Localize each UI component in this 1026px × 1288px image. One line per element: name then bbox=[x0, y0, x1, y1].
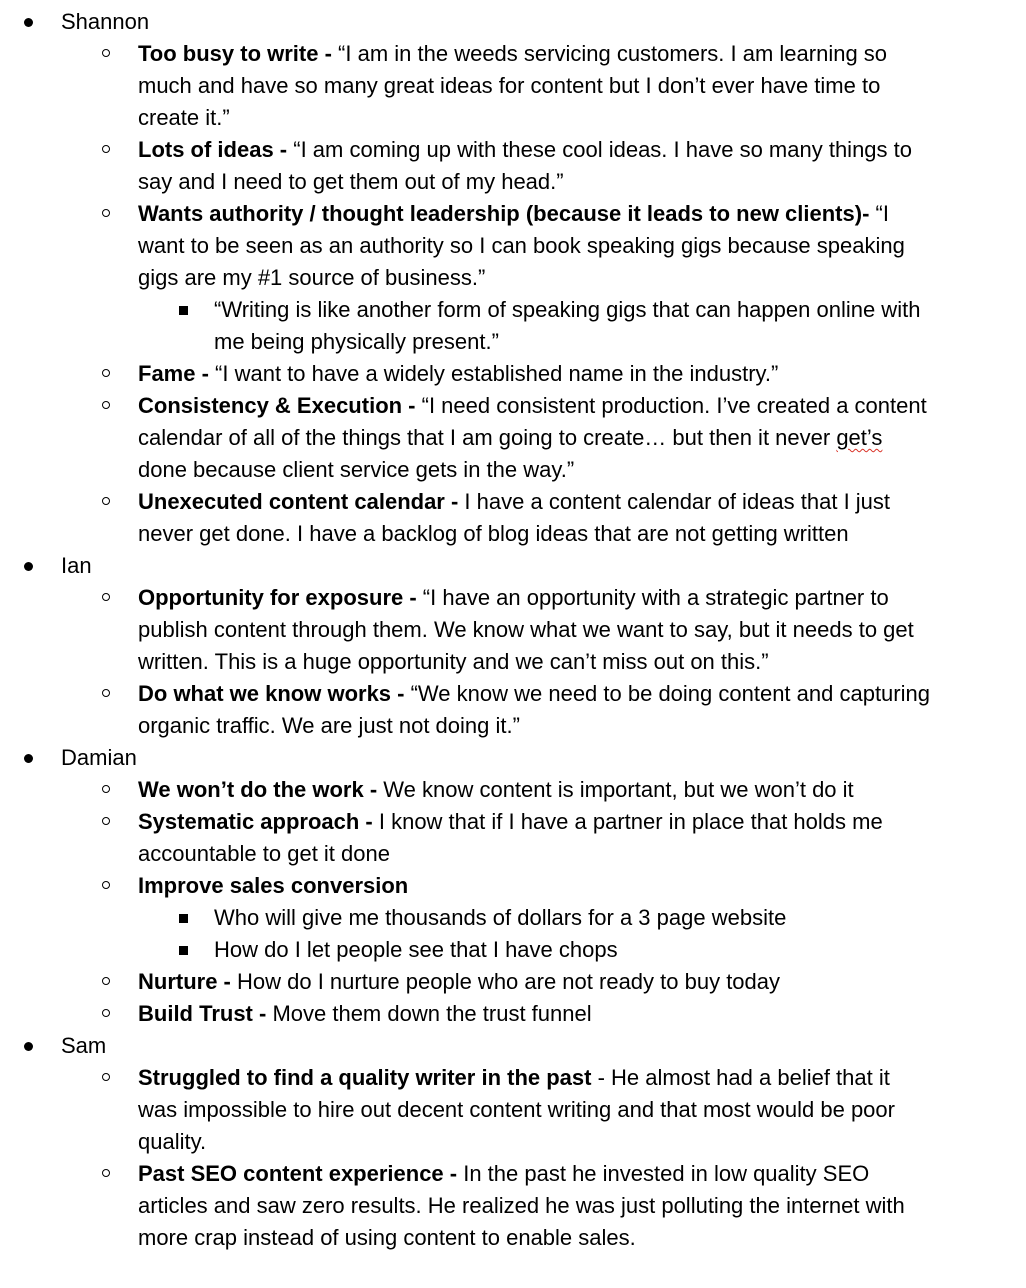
item-text-line bbox=[0, 422, 1026, 454]
item-text-line: say and I need to get them out of my head.” bbox=[138, 169, 564, 194]
item-title: Fame - bbox=[138, 361, 209, 386]
bullet-circle-icon bbox=[102, 977, 110, 985]
bullet-circle-icon bbox=[102, 49, 110, 57]
item-title: Do what we know works - bbox=[138, 681, 405, 706]
item-text-line: want to be seen as an authority so I can book speaking gigs because speaking bbox=[138, 233, 905, 258]
bullet-circle-icon bbox=[102, 785, 110, 793]
item-text-line: me being physically present.” bbox=[214, 329, 499, 354]
bullet-circle-icon bbox=[102, 689, 110, 697]
list-item bbox=[0, 134, 1026, 166]
bullet-disc-icon bbox=[24, 562, 33, 571]
item-text-line: articles and saw zero results. He realized he was just polluting the internet with bbox=[138, 1193, 905, 1218]
bullet-square-icon bbox=[179, 946, 188, 955]
item-text-line: publish content through them. We know what we want to say, but it needs to get bbox=[138, 617, 914, 642]
list-item bbox=[0, 358, 1026, 390]
list-item bbox=[0, 38, 1026, 70]
bullet-square-icon bbox=[179, 914, 188, 923]
person-name: Ian bbox=[61, 553, 92, 578]
list-item bbox=[0, 1062, 1026, 1094]
person-sam bbox=[0, 1030, 1026, 1062]
list-item bbox=[0, 678, 1026, 710]
document bbox=[0, 6, 1026, 1254]
bullet-circle-icon bbox=[102, 593, 110, 601]
bullet-circle-icon bbox=[102, 1073, 110, 1081]
list-item bbox=[0, 390, 1026, 422]
person-name: Shannon bbox=[61, 9, 150, 34]
bullet-disc-icon bbox=[24, 754, 33, 763]
item-text: “I am in the weeds servicing customers. I am learning so bbox=[331, 41, 888, 66]
item-title: Nurture - bbox=[138, 969, 231, 994]
bullet-square-icon bbox=[179, 306, 188, 315]
sub-list-item bbox=[0, 902, 1026, 934]
item-title: Unexecuted content calendar - bbox=[138, 489, 459, 514]
item-text: Who will give me thousands of dollars for a 3 page website bbox=[214, 905, 787, 930]
person-name: Sam bbox=[61, 1033, 107, 1058]
item-text: “We know we need to be doing content and capturing bbox=[404, 681, 930, 706]
bullet-circle-icon bbox=[102, 1009, 110, 1017]
item-text: “Writing is like another form of speaking gigs that can happen online with bbox=[214, 297, 921, 322]
bullet-circle-icon bbox=[102, 369, 110, 377]
spellcheck-word[interactable]: get’s bbox=[836, 425, 883, 450]
item-text-line: written. This is a huge opportunity and we can’t miss out on this.” bbox=[138, 649, 769, 674]
item-title: Wants authority / thought leadership (because it leads to new clients)- bbox=[138, 201, 870, 226]
bullet-circle-icon bbox=[102, 881, 110, 889]
item-title: Systematic approach - bbox=[138, 809, 373, 834]
item-text-line: gigs are my #1 source of business.” bbox=[138, 265, 486, 290]
list-item bbox=[0, 582, 1026, 614]
item-text-line: much and have so many great ideas for content but I don’t ever have time to bbox=[138, 73, 881, 98]
item-text: “I need consistent production. I’ve created a content bbox=[415, 393, 927, 418]
item-title: Improve sales conversion bbox=[138, 873, 409, 898]
item-text-line: create it.” bbox=[138, 105, 230, 130]
list-item bbox=[0, 774, 1026, 806]
item-text: “I bbox=[869, 201, 889, 226]
item-text-line: more crap instead of using content to enable sales. bbox=[138, 1225, 636, 1250]
bullet-circle-icon bbox=[102, 145, 110, 153]
list-item bbox=[0, 870, 1026, 902]
person-name: Damian bbox=[61, 745, 137, 770]
item-text-line: done because client service gets in the way.” bbox=[138, 457, 575, 482]
item-text: calendar of all of the things that I am going to create… but then it never bbox=[138, 425, 837, 450]
person-damian bbox=[0, 742, 1026, 774]
bullet-disc-icon bbox=[24, 1042, 33, 1051]
item-text: I know that if I have a partner in place that holds me bbox=[372, 809, 883, 834]
item-text: Move them down the trust funnel bbox=[266, 1001, 592, 1026]
list-item bbox=[0, 806, 1026, 838]
list-item bbox=[0, 1158, 1026, 1190]
bullet-circle-icon bbox=[102, 209, 110, 217]
item-title: Lots of ideas - bbox=[138, 137, 288, 162]
item-title: Past SEO content experience - bbox=[138, 1161, 458, 1186]
item-text: I have a content calendar of ideas that I just bbox=[458, 489, 891, 514]
item-text-line: accountable to get it done bbox=[138, 841, 390, 866]
item-text: In the past he invested in low quality SEO bbox=[457, 1161, 870, 1186]
bullet-circle-icon bbox=[102, 1169, 110, 1177]
item-title: We won’t do the work - bbox=[138, 777, 378, 802]
bullet-circle-icon bbox=[102, 817, 110, 825]
item-title: Build Trust - bbox=[138, 1001, 267, 1026]
item-text: How do I nurture people who are not ready to buy today bbox=[230, 969, 781, 994]
list-item bbox=[0, 486, 1026, 518]
item-text: “I want to have a widely established name in the industry.” bbox=[208, 361, 779, 386]
item-title: Struggled to find a quality writer in the past bbox=[138, 1065, 592, 1090]
item-text: “I am coming up with these cool ideas. I have so many things to bbox=[287, 137, 912, 162]
bullet-circle-icon bbox=[102, 497, 110, 505]
item-text: We know content is important, but we won’t do it bbox=[377, 777, 854, 802]
person-shannon bbox=[0, 6, 1026, 38]
sub-list-item bbox=[0, 934, 1026, 966]
item-text: How do I let people see that I have chops bbox=[214, 937, 618, 962]
item-title: Consistency & Execution - bbox=[138, 393, 416, 418]
item-text-line: never get done. I have a backlog of blog ideas that are not getting written bbox=[138, 521, 849, 546]
item-text-line: was impossible to hire out decent content writing and that most would be poor bbox=[138, 1097, 895, 1122]
bullet-circle-icon bbox=[102, 401, 110, 409]
item-title: Opportunity for exposure - bbox=[138, 585, 417, 610]
item-text-line: organic traffic. We are just not doing it.” bbox=[138, 713, 520, 738]
item-text: “I have an opportunity with a strategic partner to bbox=[416, 585, 889, 610]
list-item bbox=[0, 998, 1026, 1030]
list-item bbox=[0, 966, 1026, 998]
list-item bbox=[0, 198, 1026, 230]
item-title: Too busy to write - bbox=[138, 41, 332, 66]
bullet-disc-icon bbox=[24, 18, 33, 27]
person-ian bbox=[0, 550, 1026, 582]
item-text-line: quality. bbox=[138, 1129, 207, 1154]
item-text: - He almost had a belief that it bbox=[591, 1065, 890, 1090]
sub-list-item bbox=[0, 294, 1026, 326]
